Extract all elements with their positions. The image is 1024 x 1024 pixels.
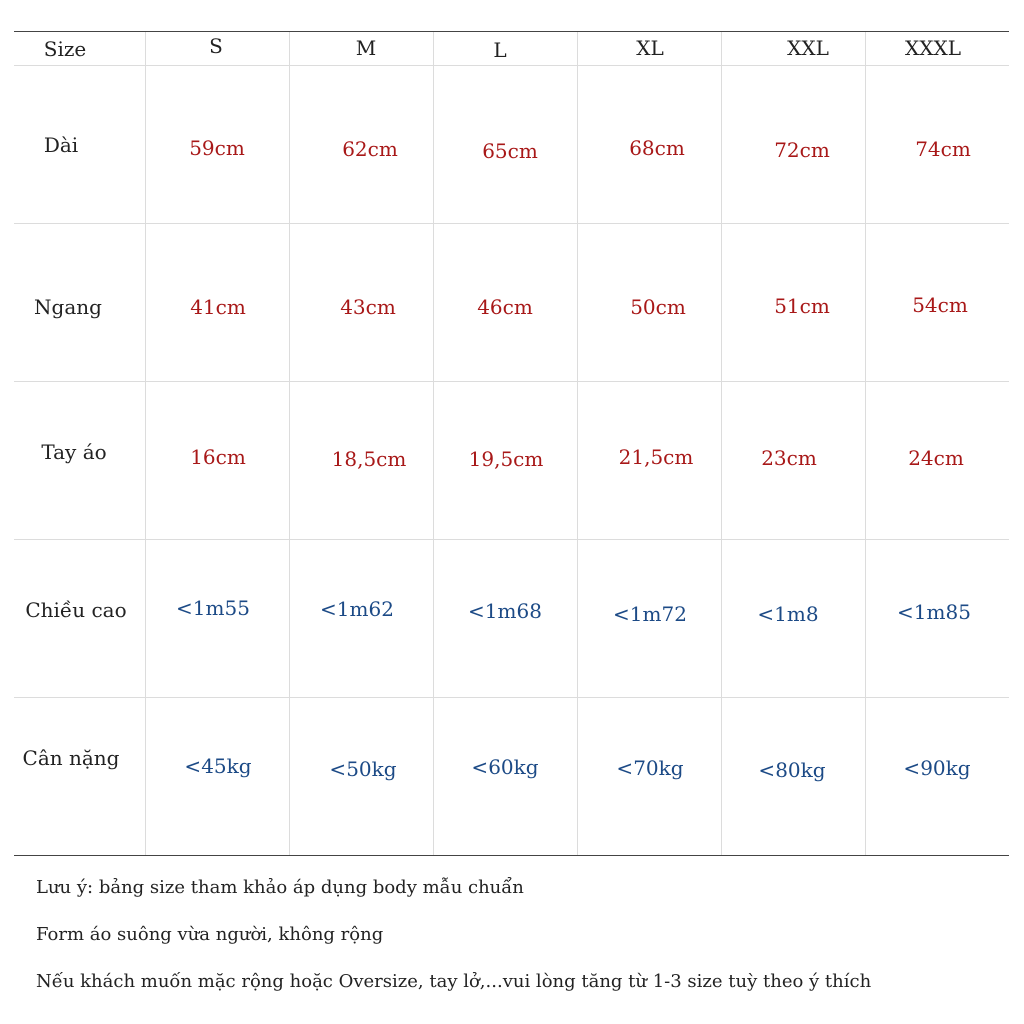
row-divider	[14, 697, 1009, 698]
table-cell: 72cm	[774, 138, 830, 162]
table-cell: 50cm	[630, 295, 686, 319]
table-cell: <90kg	[903, 756, 971, 780]
table-cell: 43cm	[340, 295, 396, 319]
header-divider	[14, 65, 1009, 66]
table-cell: 16cm	[190, 445, 246, 469]
table-cell: <80kg	[758, 758, 826, 782]
table-cell: 54cm	[912, 293, 968, 317]
table-cell: <50kg	[329, 757, 397, 781]
table-cell: <1m62	[320, 597, 394, 621]
table-cell: 68cm	[629, 136, 685, 160]
row-divider	[14, 223, 1009, 224]
table-cell: 19,5cm	[468, 447, 544, 471]
size-header-m: M	[355, 36, 377, 60]
table-cell: <1m68	[468, 599, 542, 623]
table-cell: <60kg	[471, 755, 539, 779]
row-label-width: Ngang	[34, 295, 102, 319]
table-cell: 46cm	[477, 295, 533, 319]
table-cell: <1m8	[757, 602, 819, 626]
row-label-sleeve: Tay áo	[41, 440, 107, 464]
table-top-rule	[14, 31, 1009, 32]
table-cell: 51cm	[774, 294, 830, 318]
column-divider	[289, 32, 290, 855]
corner-label-size: Size	[43, 37, 87, 61]
note-reference: Lưu ý: bảng size tham khảo áp dụng body mẫu chuẩn	[36, 877, 524, 898]
table-cell: 65cm	[482, 139, 538, 163]
table-bottom-rule	[14, 855, 1009, 856]
table-cell: <45kg	[184, 754, 252, 778]
size-header-s: S	[209, 34, 223, 58]
size-header-l: L	[493, 38, 507, 62]
table-cell: 41cm	[190, 295, 246, 319]
table-cell: 18,5cm	[331, 447, 407, 471]
row-divider	[14, 381, 1009, 382]
column-divider	[145, 32, 146, 855]
column-divider	[865, 32, 866, 855]
row-label-length: Dài	[43, 133, 79, 157]
size-header-xl: XL	[636, 36, 664, 60]
table-cell: 23cm	[761, 446, 817, 470]
table-cell: <1m72	[613, 602, 687, 626]
table-cell: 74cm	[915, 137, 971, 161]
table-cell: <1m55	[176, 596, 250, 620]
row-label-weight: Cân nặng	[22, 746, 120, 770]
table-cell: 21,5cm	[618, 445, 694, 469]
column-divider	[577, 32, 578, 855]
row-label-height: Chiều cao	[25, 598, 127, 622]
column-divider	[721, 32, 722, 855]
table-cell: <1m85	[897, 600, 971, 624]
table-cell: 59cm	[189, 136, 245, 160]
size-header-xxxl: XXXL	[905, 36, 961, 60]
size-header-xxl: XXL	[787, 36, 829, 60]
note-oversize: Nếu khách muốn mặc rộng hoặc Oversize, tay lở,...vui lòng tăng từ 1-3 size tuỳ theo ý thích	[36, 971, 872, 992]
column-divider	[433, 32, 434, 855]
row-divider	[14, 539, 1009, 540]
table-cell: 24cm	[908, 446, 964, 470]
table-cell: <70kg	[616, 756, 684, 780]
table-cell: 62cm	[342, 137, 398, 161]
note-fit: Form áo suông vừa người, không rộng	[36, 924, 384, 945]
